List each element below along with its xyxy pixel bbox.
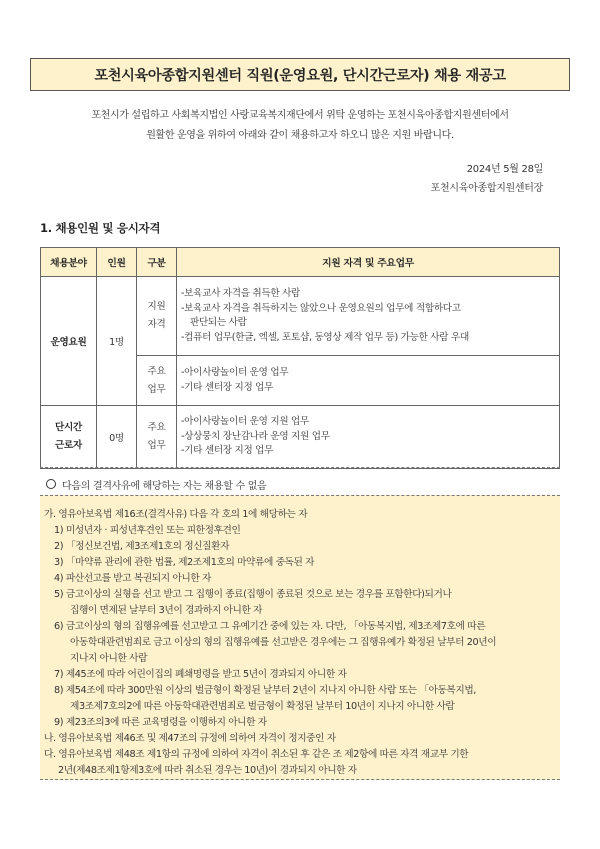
- list-item: 9) 제23조의3에 따른 교육명령을 이행하지 아니한 자: [54, 717, 267, 728]
- circle-bullet-icon: [46, 479, 56, 489]
- list-item: -아이사랑놀이터 운영 업무: [181, 367, 289, 378]
- qualification-list: [177, 277, 560, 356]
- list-item: 7) 제45조에 따라 어린이집의 폐쇄명령을 받고 5년이 경과되지 아니한 자: [54, 669, 347, 680]
- field-operations: 운영요원: [41, 277, 97, 406]
- table-header-row: [41, 248, 560, 277]
- count-parttime: 0명: [97, 406, 137, 469]
- count-operations: 1명: [97, 277, 137, 406]
- list-item: 3) 「마약류 관리에 관한 법률, 제2조제1호의 마약류에 중독된 자: [54, 557, 315, 568]
- field-parttime: 단시간 근로자: [41, 406, 97, 469]
- intro-line: 원활한 운영을 위하여 아래와 같이 채용하고자 하오니 많은 지원 바랍니다.: [146, 130, 454, 141]
- divider: [40, 467, 560, 468]
- list-item: -상상뭉치 장난감나라 운영 지원 업무: [181, 430, 330, 442]
- list-item: 8) 제54조에 따라 300만원 이상의 벌금형이 확정된 날부터 2년이 지나지 아니한 사람 또는 「아동복지법,: [54, 685, 476, 696]
- header-count: 인원: [97, 248, 137, 277]
- disqualification-box: [40, 495, 560, 780]
- list-item: 2년(제48조제1항제3호에 따라 취소된 경우는 10년)이 경과되지 아니한 자: [58, 765, 357, 776]
- list-item: 5) 금고이상의 실형을 선고 받고 그 집행이 종료(집행이 종료된 것으로 보는 경우를 포함한다)되거나: [54, 589, 452, 600]
- table-row: [41, 406, 560, 469]
- list-item: 지나지 아니한 사람: [70, 653, 148, 664]
- list-item: 6) 금고이상의 형의 집행유예를 선고받고 그 유예기간 중에 있는 자. 다만, 「아동복지법, 제3조제7호에 따른: [54, 621, 486, 632]
- list-item: 가. 영유아보육법 제16조(결격사유) 다음 각 호의 1에 해당하는 자: [44, 509, 308, 520]
- page-title-text: 포천시육아종합지원센터 직원(운영요원, 단시간근로자) 채용 재공고: [94, 67, 506, 84]
- duty-label: 주요 업무: [137, 356, 177, 406]
- header-details: 지원 자격 및 주요업무: [177, 248, 560, 277]
- list-item: 2) 「정신보건법, 제3조제1호의 정신질환자: [54, 541, 230, 552]
- page-title: [30, 58, 570, 91]
- list-item: 다. 영유아보육법 제48조 제1항의 규정에 의하여 자격이 취소된 후 같은 조 제2항에 따른 자격 재교부 기한: [44, 749, 469, 760]
- intro-line: 포천시가 설립하고 사회복지법인 사랑교육복지재단에서 위탁 운영하는 포천시육아종합지원센터에서: [91, 110, 509, 121]
- duty-list: [177, 406, 560, 469]
- table-row: [41, 277, 560, 356]
- intro-paragraph: [40, 106, 560, 146]
- list-item: 집행이 면제된 날부터 3년이 경과하지 아니한 자: [70, 605, 263, 616]
- list-item: -보육교사 자격을 취득한 사람: [181, 288, 301, 299]
- list-item: -보육교사 자격을 취득하지는 않았으나 운영요원의 업무에 적합하다고: [181, 302, 461, 314]
- duty-list: [177, 356, 560, 406]
- list-item: -아이사랑놀이터 운영 지원 업무: [181, 416, 309, 428]
- qualification-label: 지원 자격: [137, 277, 177, 356]
- announcement-date: 2024년 5월 28일: [466, 164, 543, 175]
- list-item: 나. 영유아보육법 제46조 및 제47조의 규정에 의하여 자격이 정지중인 자: [44, 733, 336, 744]
- list-item: 4) 파산선고를 받고 복권되지 아니한 자: [54, 573, 211, 584]
- list-item: -기타 센터장 지정 업무: [181, 445, 274, 457]
- header-field: 채용분야: [41, 248, 97, 277]
- list-item: -기타 센터장 지정 업무: [181, 381, 274, 393]
- notice-text: 다음의 결격사유에 해당하는 자는 채용할 수 없음: [62, 481, 267, 492]
- recruitment-table: [40, 247, 560, 469]
- organization-name: 포천시육아종합지원센터장: [430, 183, 543, 194]
- list-item: 1) 미성년자 · 피성년후견인 또는 피한정후견인: [54, 525, 241, 536]
- list-item: -컴퓨터 업무(한글, 엑셀, 포토샵, 동영상 제작 업무 등) 가능한 사람 우대: [181, 331, 469, 343]
- header-category: 구분: [137, 248, 177, 277]
- duty-label: 주요 업무: [137, 406, 177, 469]
- list-item: 아동학대관련범죄로 금고 이상의 형의 집행유예를 선고받은 경우에는 그 집행유예가 확정된 날부터 20년이: [70, 637, 497, 648]
- disqualification-notice: [46, 477, 266, 492]
- list-item: 제3조제7호의2에 따른 아동학대관련범죄로 벌금형이 확정된 날부터 10년이 지나지 아니한 사람: [70, 701, 455, 712]
- section-heading: 1. 채용인원 및 응시자격: [40, 221, 161, 235]
- list-item: 판단되는 사람: [190, 317, 247, 328]
